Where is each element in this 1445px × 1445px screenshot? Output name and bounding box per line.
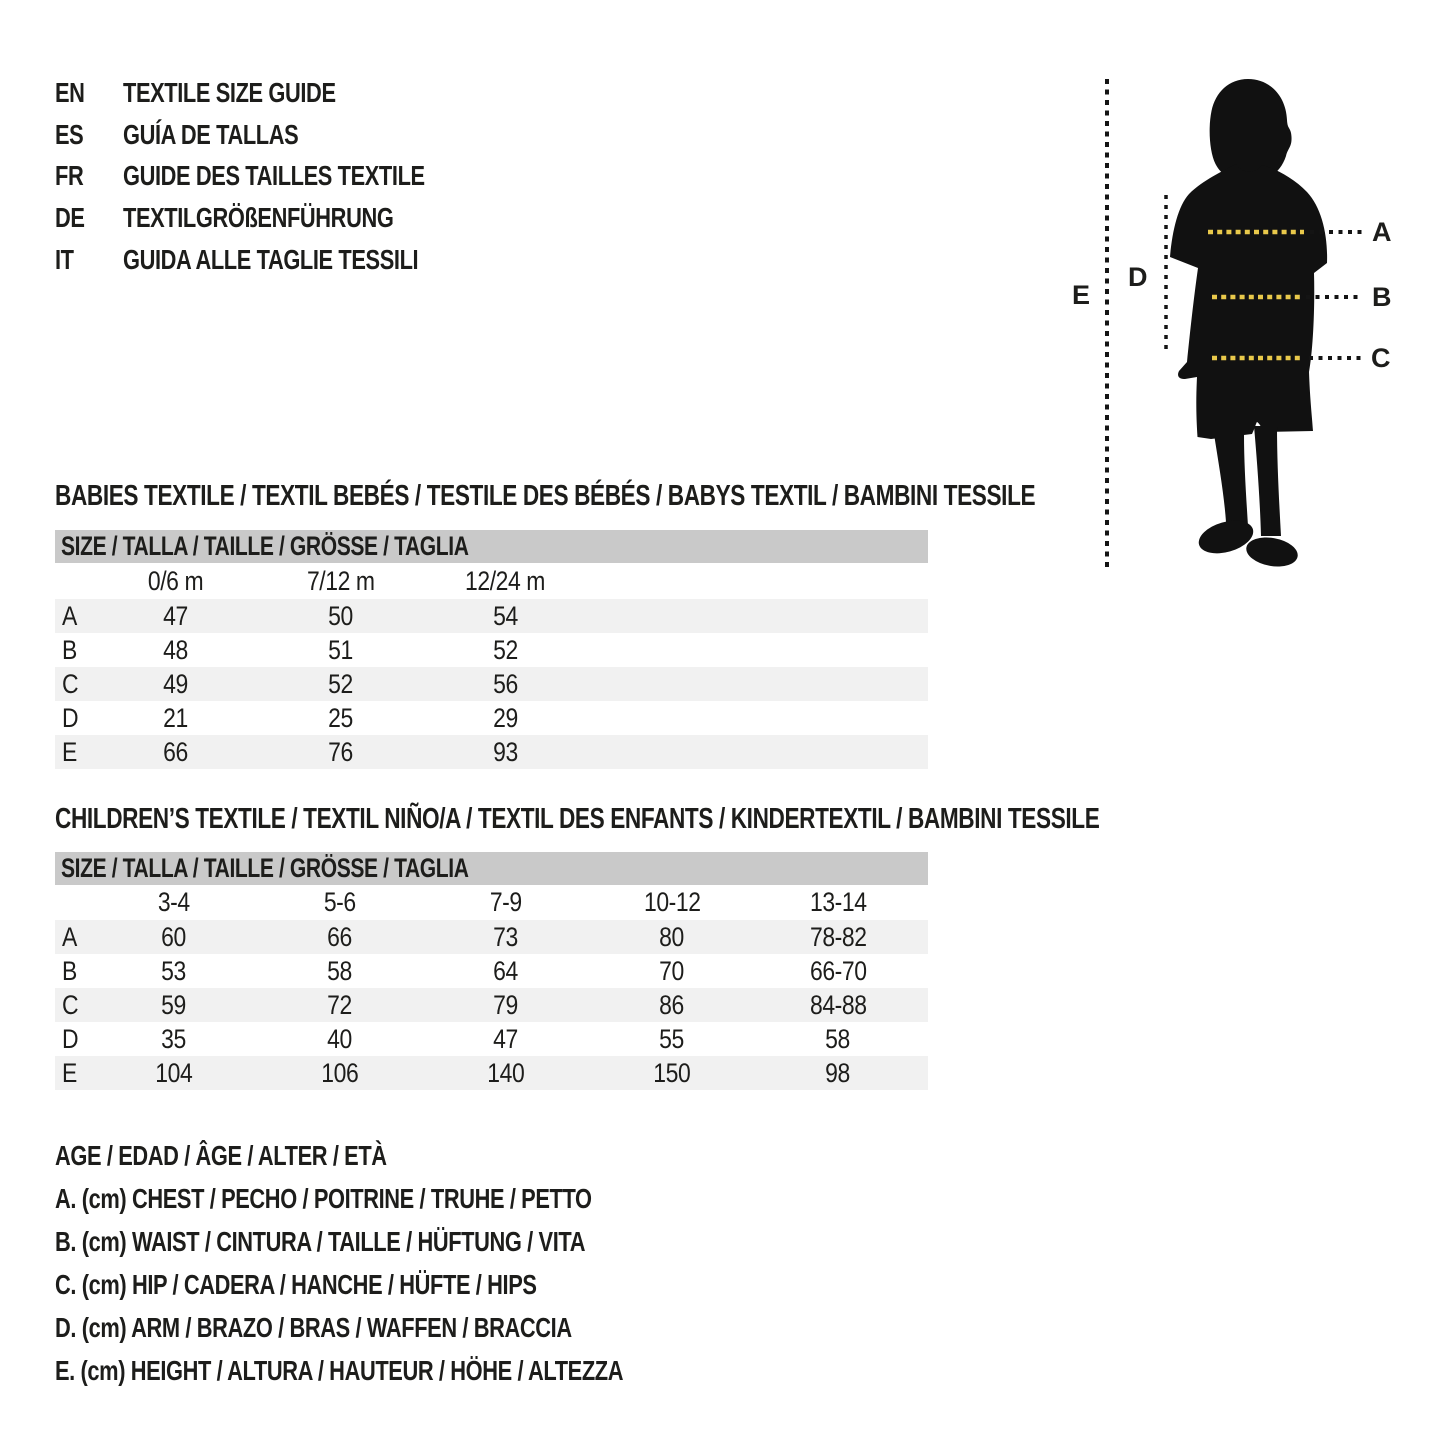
cell: 140	[487, 1058, 525, 1088]
cell: 104	[155, 1058, 193, 1088]
cell: 80	[659, 922, 685, 952]
row-label: A	[62, 601, 77, 631]
babies-table-row-a	[55, 599, 928, 633]
row-label: E	[62, 737, 77, 767]
legend-line-height: E. (cm) HEIGHT / ALTURA / HAUTEUR / HÖHE / ALTEZZA	[55, 1355, 624, 1386]
cell: 58	[327, 956, 353, 986]
lang-code-fr: FR	[55, 160, 84, 191]
measure-label-c: C	[1371, 343, 1391, 373]
lang-title-it: GUIDA ALLE TAGLIE TESSILI	[123, 244, 419, 275]
cell: 54	[493, 601, 518, 631]
row-label: B	[62, 635, 77, 665]
cell: 66	[327, 922, 353, 952]
children-table-row-d	[55, 1022, 928, 1056]
children-column-header: 3-4	[158, 887, 190, 917]
children-size-header-text: SIZE / TALLA / TAILLE / GRÖSSE / TAGLIA	[61, 853, 469, 883]
cell: 40	[327, 1024, 353, 1054]
cell: 66-70	[809, 956, 867, 986]
children-column-header: 10-12	[643, 887, 701, 917]
lang-title-fr: GUIDE DES TAILLES TEXTILE	[123, 160, 425, 191]
babies-table-row-c	[55, 667, 928, 701]
lang-title-de: TEXTILGRÖßENFÜHRUNG	[123, 202, 394, 233]
cell: 50	[328, 601, 353, 631]
children-column-header: 13-14	[809, 887, 867, 917]
babies-size-table	[55, 530, 928, 769]
cell: 106	[321, 1058, 359, 1088]
child-silhouette-diagram	[1060, 60, 1410, 600]
row-label: C	[62, 990, 79, 1020]
row-label: D	[62, 1024, 79, 1054]
cell: 29	[493, 703, 518, 733]
cell: 86	[659, 990, 685, 1020]
children-table-row-a	[55, 920, 928, 954]
cell: 25	[328, 703, 353, 733]
children-table-row-c	[55, 988, 928, 1022]
measure-label-d: D	[1128, 262, 1148, 292]
cell: 73	[493, 922, 519, 952]
cell: 84-88	[809, 990, 867, 1020]
children-table-row-e	[55, 1056, 928, 1090]
cell: 58	[825, 1024, 851, 1054]
row-label: A	[62, 922, 77, 952]
cell: 55	[659, 1024, 685, 1054]
measure-label-a: A	[1372, 217, 1392, 247]
cell: 78-82	[809, 922, 867, 952]
lang-code-es: ES	[55, 119, 84, 150]
cell: 48	[163, 635, 188, 665]
legend-line-hip: C. (cm) HIP / CADERA / HANCHE / HÜFTE / HIPS	[55, 1269, 537, 1300]
lang-code-en: EN	[55, 77, 85, 108]
children-size-table	[55, 852, 928, 1090]
babies-section-title-text: BABIES TEXTILE / TEXTIL BEBÉS / TESTILE DES BÉBÉS / BABYS TEXTIL / BAMBINI TESSILE	[55, 480, 1036, 512]
babies-table-row-d	[55, 701, 928, 735]
babies-section-title	[55, 481, 1312, 511]
legend-line-arm: D. (cm) ARM / BRAZO / BRAS / WAFFEN / BRACCIA	[55, 1312, 572, 1343]
children-section-title	[55, 804, 1394, 834]
children-table-row-b	[55, 954, 928, 988]
cell: 47	[493, 1024, 519, 1054]
cell: 59	[161, 990, 187, 1020]
cell: 79	[493, 990, 519, 1020]
cell: 66	[163, 737, 188, 767]
cell: 21	[163, 703, 188, 733]
row-label: B	[62, 956, 77, 986]
lang-title-en: TEXTILE SIZE GUIDE	[123, 77, 336, 108]
cell: 49	[163, 669, 188, 699]
children-column-header: 7-9	[490, 887, 522, 917]
babies-column-header: 0/6 m	[147, 566, 204, 596]
lang-code-de: DE	[55, 202, 85, 233]
children-column-header: 5-6	[324, 887, 356, 917]
legend-line-age: AGE / EDAD / ÂGE / ALTER / ETÀ	[55, 1140, 387, 1171]
row-label: C	[62, 669, 79, 699]
cell: 53	[161, 956, 187, 986]
babies-column-header: 7/12 m	[306, 566, 375, 596]
cell: 56	[493, 669, 518, 699]
children-column-header-row	[55, 885, 928, 920]
measure-label-e: E	[1072, 280, 1091, 310]
babies-table-row-e	[55, 735, 928, 769]
cell: 150	[653, 1058, 691, 1088]
cell: 72	[327, 990, 353, 1020]
measure-label-b: B	[1372, 282, 1392, 312]
cell: 52	[328, 669, 353, 699]
babies-size-header-text: SIZE / TALLA / TAILLE / GRÖSSE / TAGLIA	[61, 531, 469, 561]
children-table-header-bar	[55, 852, 928, 885]
babies-column-header-row	[55, 563, 928, 599]
legend-line-waist: B. (cm) WAIST / CINTURA / TAILLE / HÜFTUNG / VITA	[55, 1226, 586, 1257]
cell: 35	[161, 1024, 187, 1054]
children-section-title-text: CHILDREN’S TEXTILE / TEXTIL NIÑO/A / TEXTIL DES ENFANTS / KINDERTEXTIL / BAMBINI TESSILE	[55, 803, 1100, 835]
cell: 76	[328, 737, 353, 767]
babies-column-header: 12/24 m	[465, 566, 546, 596]
cell: 51	[328, 635, 353, 665]
legend-line-chest: A. (cm) CHEST / PECHO / POITRINE / TRUHE / PETTO	[55, 1183, 592, 1214]
cell: 64	[493, 956, 519, 986]
cell: 93	[493, 737, 518, 767]
lang-title-es: GUÍA DE TALLAS	[123, 119, 299, 150]
cell: 60	[161, 922, 187, 952]
lang-code-it: IT	[55, 244, 74, 275]
children-corner-cell	[55, 885, 91, 920]
cell: 98	[825, 1058, 851, 1088]
babies-corner-cell	[55, 563, 93, 599]
cell: 47	[163, 601, 188, 631]
row-label: D	[62, 703, 79, 733]
cell: 70	[659, 956, 685, 986]
row-label: E	[62, 1058, 77, 1088]
cell: 52	[493, 635, 518, 665]
babies-table-header-bar	[55, 530, 928, 563]
babies-table-row-b	[55, 633, 928, 667]
